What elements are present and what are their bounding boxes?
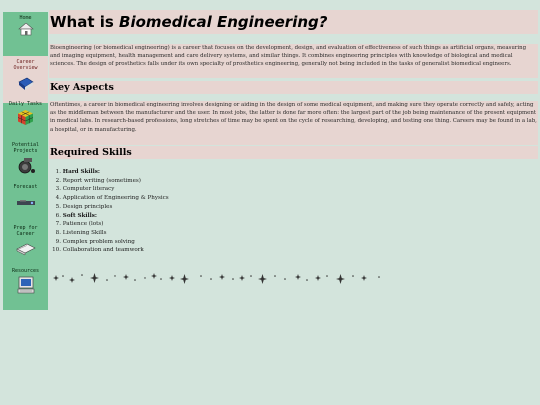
skills-list xyxy=(49,168,169,255)
sidebar-item-prep-for-career[interactable] xyxy=(3,225,48,256)
list-item: 2. Report writing (sometimes) xyxy=(55,177,141,184)
sidebar-item-label: Daily Tasks xyxy=(8,101,43,107)
rubiks-cube-icon xyxy=(17,109,34,126)
list-item: 8. Listening Skills xyxy=(55,229,107,236)
sidebar-item-label: Career Overview xyxy=(13,59,38,71)
sidebar-item-career-overview[interactable] xyxy=(3,56,48,103)
sidebar-item-label: Potential Projects xyxy=(11,142,40,154)
sidebar-item-forecast[interactable] xyxy=(3,184,48,208)
sidebar-item-label: Home xyxy=(19,15,32,21)
key-aspects-paragraph: Oftentimes, a career in biomedical engineering involves designing or aiding in the design of some medical equipment, and making sure they operate correctly and safely, acting as the middleman between the manufacturer and the user. In most jobs, the latter is done far more often: the largest part of the job being maintenance of the present equipment in medical labs. In research-based professions, long stretches of time may be spent on the cycle of researching, developing, and testing one thing. Careers may be found in a lab, a hospital, or in manufacturing. xyxy=(49,101,538,145)
list-item: 6. Soft Skills: xyxy=(55,212,97,219)
page-title xyxy=(49,10,538,34)
list-item: 5. Design principles xyxy=(55,203,113,210)
sidebar-item-label: Forecast xyxy=(13,184,38,190)
list-item: 4. Application of Engineering & Physics xyxy=(55,195,169,202)
main-content xyxy=(49,10,538,254)
sidebar-item-label: Prep for Career xyxy=(13,225,38,237)
required-skills-heading: Required Skills xyxy=(49,146,538,159)
sparkle-divider xyxy=(49,268,389,288)
house-icon xyxy=(18,23,34,36)
list-item: 10. Collaboration and teamwork xyxy=(52,247,144,254)
list-item: 7. Patience (lots) xyxy=(55,221,104,228)
medical-device-icon xyxy=(16,198,36,208)
books-icon xyxy=(16,242,36,256)
wheelchair-icon xyxy=(16,156,36,174)
sidebar-nav xyxy=(3,12,48,310)
sidebar-item-home[interactable] xyxy=(3,15,48,36)
page-title-italic: Biomedical Engineering? xyxy=(119,13,328,31)
sidebar-item-resources[interactable] xyxy=(3,268,48,296)
sidebar-item-label: Resources xyxy=(11,268,40,274)
sidebar-item-daily-tasks[interactable] xyxy=(3,101,48,126)
list-item: 1. Hard Skills: xyxy=(55,169,101,175)
sidebar-item-potential-projects[interactable] xyxy=(3,142,48,174)
list-item: 3. Computer literacy xyxy=(55,186,115,193)
intro-paragraph: Bioengineering (or biomedical engineering) is a career that focuses on the development, design, and evaluation of effectiveness of such things as artificial organs, measuring and imaging equipment, health management and care delivery systems, and similar things. It combines engineering principles with knowledge of biological and medical sciences. The design of prosthetics falls under its own specialty of prosthetics engineering, generally not being included in the tasks of generalist biomedical engineers. xyxy=(49,44,538,78)
key-aspects-heading: Key Aspects xyxy=(49,81,538,94)
list-item: 9. Complex problem solving xyxy=(55,238,135,245)
book-icon xyxy=(18,77,34,91)
computer-icon xyxy=(16,276,36,296)
page-title-text: What is xyxy=(50,13,120,31)
